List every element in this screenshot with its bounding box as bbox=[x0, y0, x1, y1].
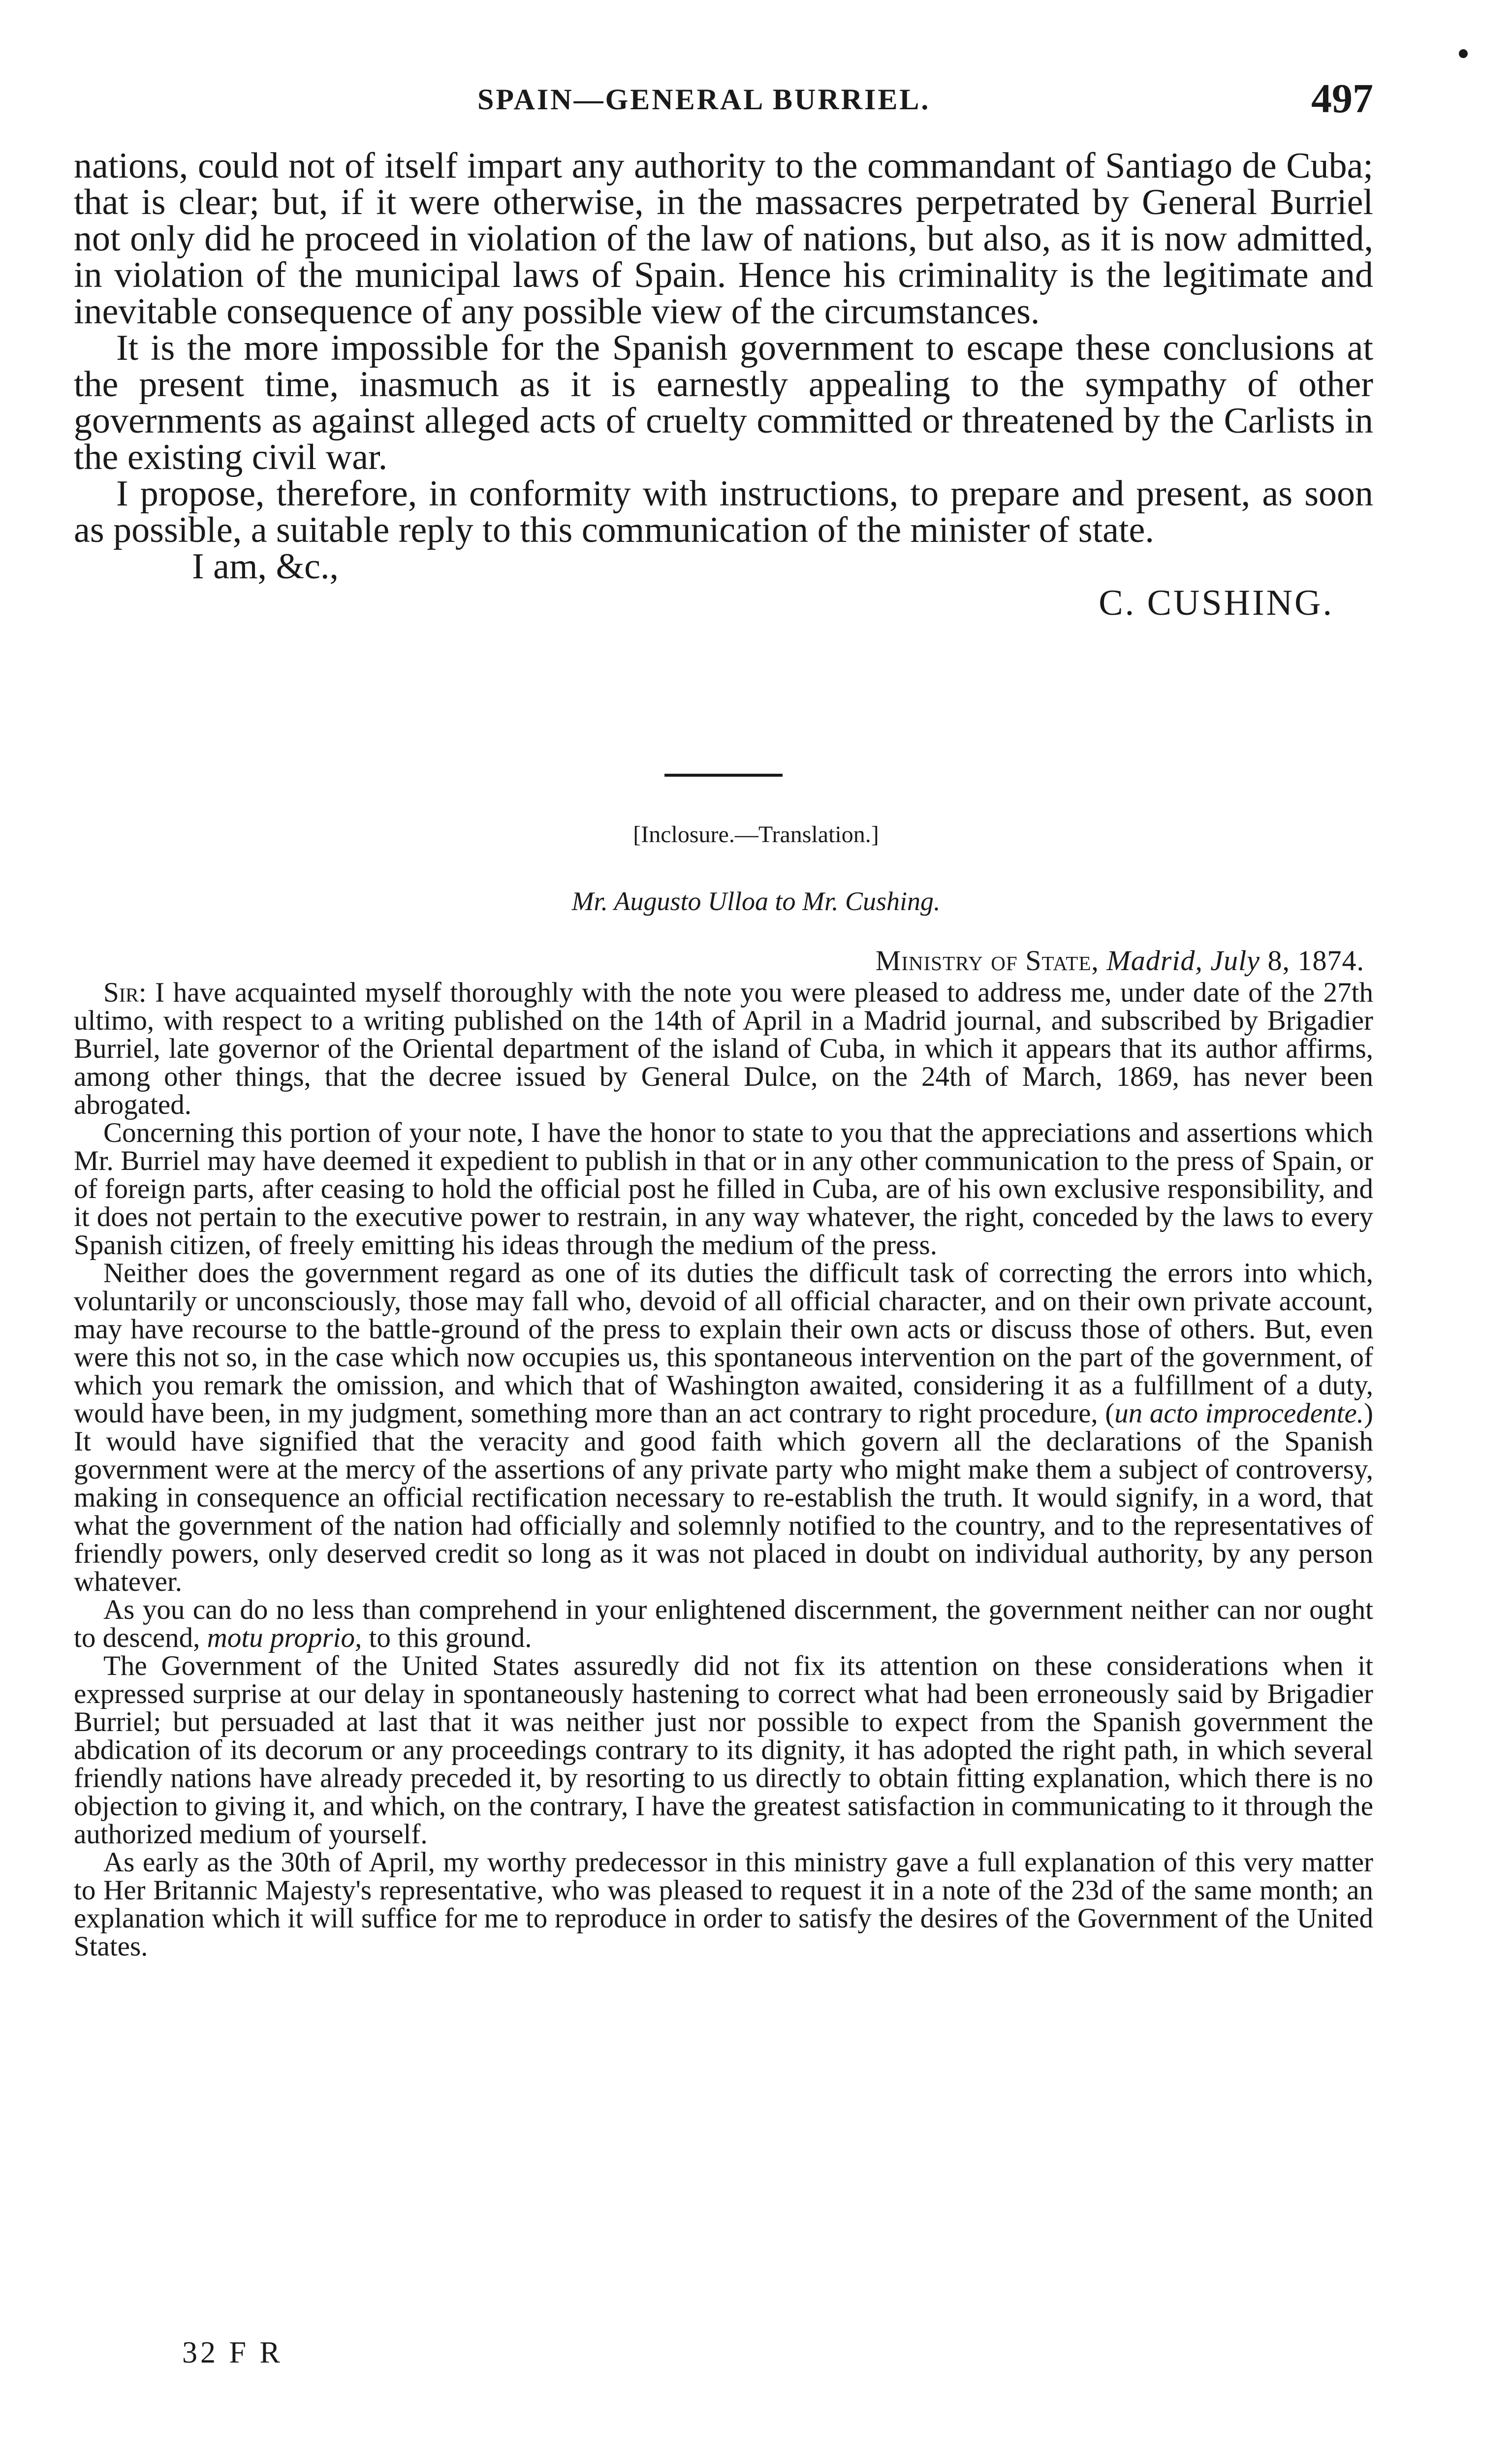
letter-paragraph-4-part-a: As you can do no less than comprehend in your enlightened discernment, the government neither can nor ought to descend, bbox=[74, 1594, 1373, 1653]
letter-paragraph-4-part-b: to this ground. bbox=[362, 1622, 532, 1653]
letter-paragraph-1-text: : I have acquainted myself thoroughly with the note you were pleased to address me, under date of the 27th ultimo, with respect to a writing published on the 14th of April in a Madrid journal, and subscribed by Brigadier Burriel, late governor of the Oriental department of the island of Cuba, in which it appears that its author affirms, among other things, that the decree issued by General Dulce, on the 24th of March, 1869, has never been abrogated. bbox=[74, 977, 1373, 1120]
signature: C. CUSHING. bbox=[1099, 583, 1334, 623]
running-title: SPAIN—GENERAL BURRIEL. bbox=[477, 83, 931, 116]
dateline-day: 8, bbox=[1267, 945, 1290, 977]
dateline-year: 1874. bbox=[1297, 945, 1364, 977]
letter-body bbox=[74, 978, 1373, 1960]
dispatch-paragraph-1: nations, could not of itself impart any authority to the commandant of Santiago de Cuba; that is clear; but, if it were otherwise, in the massacres perpetrated by General Burriel not only did he proceed in violation of the law of nations, but also, as it is now admitted, in violation of the municipal laws of Spain. Hence his criminality is the legitimate and inevitable consequence of any possible view of the circumstances. bbox=[74, 146, 1373, 332]
page-edge-dot bbox=[1459, 49, 1468, 58]
letter-opening-word: Sir bbox=[103, 977, 139, 1008]
dateline-place: Madrid, July bbox=[1106, 945, 1260, 977]
letter-paragraph-6: As early as the 30th of April, my worthy predecessor in this ministry gave a full explanation of this very matter to Her Britannic Majesty's representative, who was pleased to request it in a note of the 23d of the same month; an explanation which it will suffice for me to reproduce in order to satisfy the desires of the Government of the United States. bbox=[74, 1847, 1373, 1962]
letter-paragraph-1 bbox=[74, 978, 1373, 1119]
dispatch-paragraph-3: I propose, therefore, in conformity with instructions, to prepare and present, as soon as possible, a suitable reply to this communication of the minister of state. bbox=[74, 473, 1373, 550]
printer-signature-mark: 32 F R bbox=[182, 2336, 283, 2369]
letter-paragraph-4 bbox=[74, 1596, 1373, 1652]
page-number: 497 bbox=[1311, 76, 1373, 122]
dispatch-body bbox=[74, 148, 1373, 621]
dispatch-paragraph-2: It is the more impossible for the Spanish government to escape these conclusions at the present time, inasmuch as it is earnestly appealing to the sympathy of other governments as against alleged acts of cruelty committed or threatened by the Carlists in the existing civil war. bbox=[74, 328, 1373, 477]
letter-heading: Mr. Augusto Ulloa to Mr. Cushing. bbox=[571, 886, 941, 916]
letter-dateline bbox=[876, 944, 1364, 977]
salutation: I am, &c., bbox=[192, 546, 339, 587]
letter-paragraph-4-italic: motu proprio, bbox=[207, 1622, 362, 1653]
inclosure-label: [Inclosure.—Translation.] bbox=[633, 821, 879, 848]
letter-paragraph-5: The Government of the United States assuredly did not fix its attention on these considerations when it expressed surprise at our delay in spontaneously hastening to correct what had been erroneously said by Brigadier Burriel; but persuaded at last that it was neither just nor possible to expect from the Spanish government the abdication of its decorum or any proceedings contrary to its dignity, it has adopted the right path, in which several friendly nations have already preceded it, by resorting to us directly to obtain fitting explanation, which there is no objection to giving it, and which, on the contrary, I have the greatest satisfaction in communicating to it through the authorized medium of yourself. bbox=[74, 1650, 1373, 1850]
dateline-ministry: Ministry of State, bbox=[875, 945, 1099, 977]
letter-paragraph-2: Concerning this portion of your note, I have the honor to state to you that the appreciations and assertions which Mr. Burriel may have deemed it expedient to publish in that or in any other communication to the press of Spain, or of foreign parts, after ceasing to hold the official post he filled in Cuba, are of his own exclusive responsibility, and it does not pertain to the executive power to restrain, in any way whatever, the right, conceded by the laws to every Spanish citizen, of freely emitting his ideas through the medium of the press. bbox=[74, 1117, 1373, 1261]
running-head bbox=[74, 76, 1373, 128]
letter-paragraph-3-part-a: Neither does the government regard as one of its duties the difficult task of correcting the errors into which, voluntarily or unconsciously, those may fall who, devoid of all official character, and on their own private account, may have recourse to the battle-ground of the press to explain their own acts or discuss those of others. But, even were this not so, in the case which now occupies us, this spontaneous intervention on the part of the government, of which you remark the omission, and which that of Washington awaited, considering it as a fulfillment of a duty, would have been, in my judgment, something more than an act contrary to right procedure, ( bbox=[74, 1258, 1373, 1429]
letter-paragraph-3 bbox=[74, 1259, 1373, 1596]
section-divider bbox=[664, 774, 783, 777]
letter-paragraph-3-part-b: ) It would have signified that the veracity and good faith which govern all the declarations of the Spanish government were at the mercy of the assertions of any private party who might make them a subject of controversy, making in consequence an official rectification necessary to re-establish the truth. It would signify, in a word, that what the government of the nation had officially and solemnly notified to the country, and to the representatives of friendly powers, only deserved credit so long as it was not placed in doubt on individual authority, by any person whatever. bbox=[74, 1398, 1373, 1597]
letter-paragraph-3-italic: un acto improcedente. bbox=[1114, 1398, 1364, 1429]
